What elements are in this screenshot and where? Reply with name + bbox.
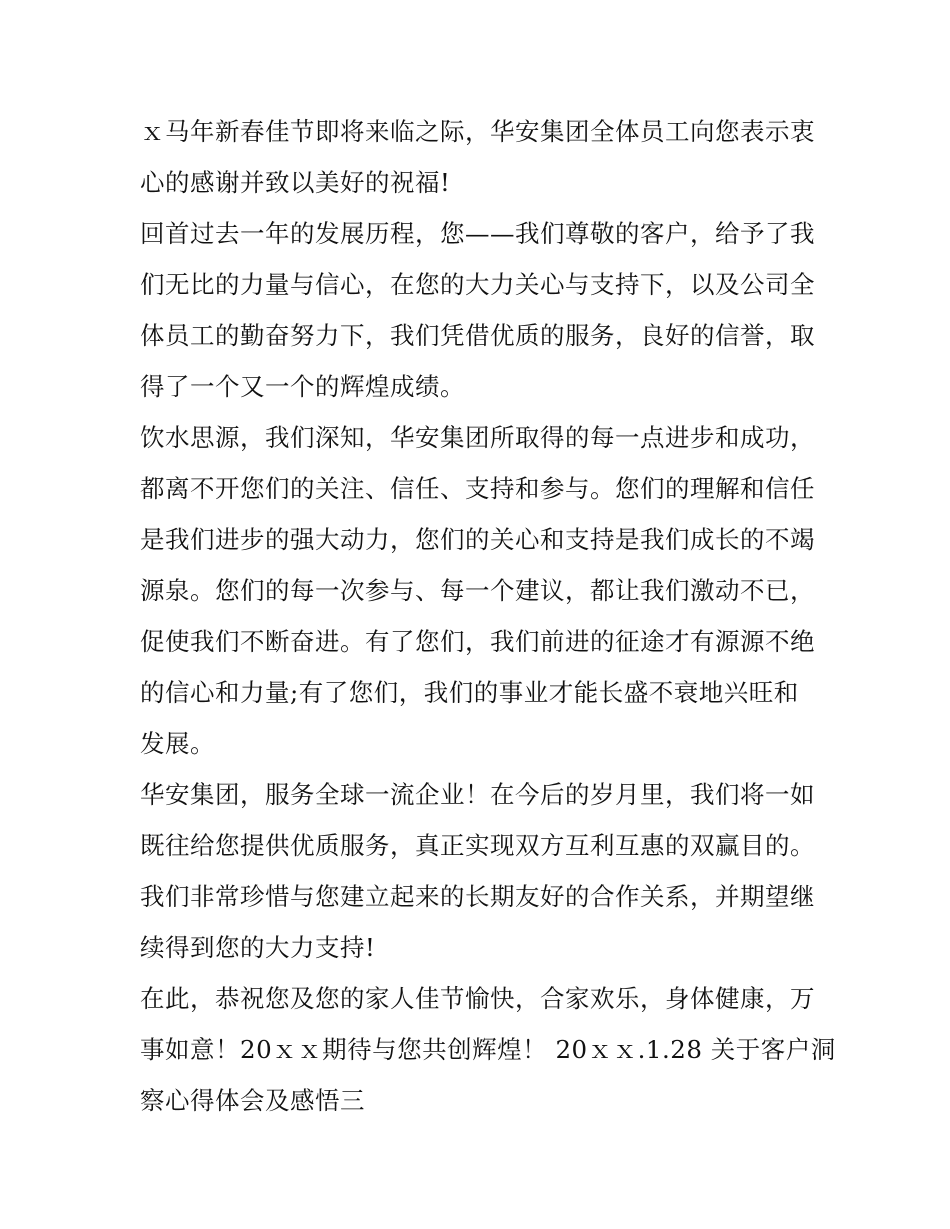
- text-line: 促使我们不断奋进。有了您们，我们前进的征途才有源源不绝: [140, 627, 815, 656]
- text-line: 都离不开您们的关注、信任、支持和参与。您们的理解和信任: [140, 474, 815, 503]
- text-line: 在此，恭祝您及您的家人佳节愉快，合家欢乐，身体健康，万: [140, 984, 815, 1013]
- text-line: ｘ马年新春佳节即将来临之际，华安集团全体员工向您表示衷: [140, 117, 815, 146]
- text-line: 续得到您的大力支持!: [140, 933, 376, 962]
- text-line: 得了一个又一个的辉煌成绩。: [140, 372, 465, 401]
- text-line: 发展。: [140, 729, 215, 758]
- text-line: 心的感谢并致以美好的祝福!: [140, 168, 451, 197]
- text-line: 体员工的勤奋努力下，我们凭借优质的服务，良好的信誉，取: [140, 321, 815, 350]
- text-line: 们无比的力量与信心，在您的大力关心与支持下，以及公司全: [140, 270, 815, 299]
- text-line: 察心得体会及感悟三: [140, 1086, 365, 1115]
- text-line: 的信心和力量;有了您们，我们的事业才能长盛不衰地兴旺和: [140, 678, 799, 707]
- text-line: 华安集团，服务全球一流企业！在今后的岁月里，我们将一如: [140, 780, 815, 809]
- text-line: 饮水思源，我们深知，华安集团所取得的每一点进步和成功，: [140, 423, 815, 452]
- text-line: 我们非常珍惜与您建立起来的长期友好的合作关系，并期望继: [140, 882, 815, 911]
- text-line: 回首过去一年的发展历程，您——我们尊敬的客户，给予了我: [140, 219, 815, 248]
- text-line: 是我们进步的强大动力，您们的关心和支持是我们成长的不竭: [140, 525, 815, 554]
- text-line: 源泉。您们的每一次参与、每一个建议，都让我们激动不已，: [140, 576, 815, 605]
- document-body: [140, 106, 836, 1126]
- text-line: 事如意！20ｘｘ期待与您共创辉煌！ 20ｘｘ.1.28 关于客户洞: [140, 1035, 836, 1064]
- text-line: 既往给您提供优质服务，真正实现双方互利互惠的双赢目的。: [140, 831, 815, 860]
